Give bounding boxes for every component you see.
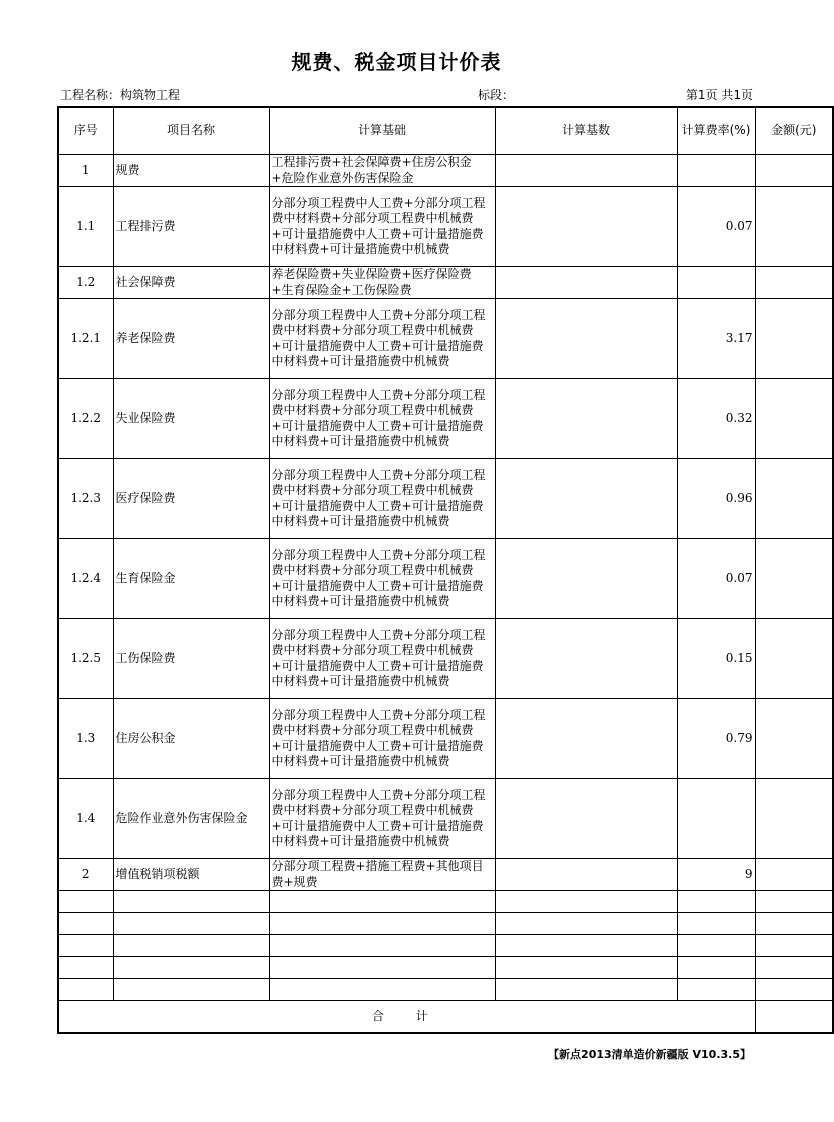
fee-table [57, 106, 834, 1034]
row-basis: 分部分项工程费中人工费+分部分项工程费中材料费+分部分项工程费中机械费+可计量措施费中人工费+可计量措施费中材料费+可计量措施费中机械费 [269, 539, 495, 619]
empty-cell [58, 979, 113, 1001]
row-amount [755, 155, 833, 187]
software-footer: 【新点2013清单造价新疆版 V10.3.5】 [548, 1048, 751, 1061]
table-row [58, 187, 833, 267]
total-amount [755, 1001, 833, 1033]
row-base-amount [495, 779, 677, 859]
empty-cell [58, 935, 113, 957]
empty-row [58, 979, 833, 1001]
empty-cell [113, 891, 269, 913]
empty-cell [677, 913, 755, 935]
header-name: 项目名称 [113, 107, 269, 155]
row-amount [755, 459, 833, 539]
row-amount [755, 539, 833, 619]
row-basis: 工程排污费+社会保障费+住房公积金+危险作业意外伤害保险金 [269, 155, 495, 187]
row-amount [755, 187, 833, 267]
row-basis: 分部分项工程费中人工费+分部分项工程费中材料费+分部分项工程费中机械费+可计量措施费中人工费+可计量措施费中材料费+可计量措施费中机械费 [269, 619, 495, 699]
row-rate [677, 267, 755, 299]
row-basis: 分部分项工程费中人工费+分部分项工程费中材料费+分部分项工程费中机械费+可计量措施费中人工费+可计量措施费中材料费+可计量措施费中机械费 [269, 459, 495, 539]
table-row [58, 459, 833, 539]
table-row [58, 267, 833, 299]
row-base-amount [495, 379, 677, 459]
row-base-amount [495, 859, 677, 891]
empty-cell [495, 979, 677, 1001]
empty-cell [495, 957, 677, 979]
empty-cell [58, 913, 113, 935]
page-title: 规费、税金项目计价表 [291, 50, 502, 74]
row-name: 工程排污费 [113, 187, 269, 267]
row-seq: 1.2.1 [58, 299, 113, 379]
row-basis: 分部分项工程费+措施工程费+其他项目费+规费 [269, 859, 495, 891]
empty-cell [677, 957, 755, 979]
table-row [58, 779, 833, 859]
row-seq: 1.1 [58, 187, 113, 267]
empty-cell [269, 979, 495, 1001]
row-base-amount [495, 619, 677, 699]
row-name: 失业保险费 [113, 379, 269, 459]
row-rate: 3.17 [677, 299, 755, 379]
row-base-amount [495, 155, 677, 187]
row-basis: 分部分项工程费中人工费+分部分项工程费中材料费+分部分项工程费中机械费+可计量措施费中人工费+可计量措施费中材料费+可计量措施费中机械费 [269, 379, 495, 459]
project-name: 工程名称：构筑物工程 [60, 88, 181, 102]
header-rate: 计算费率(%) [677, 107, 755, 155]
empty-cell [113, 935, 269, 957]
row-rate: 0.07 [677, 187, 755, 267]
table-row [58, 379, 833, 459]
empty-row [58, 913, 833, 935]
row-base-amount [495, 539, 677, 619]
empty-cell [495, 891, 677, 913]
empty-cell [755, 935, 833, 957]
row-name: 危险作业意外伤害保险金 [113, 779, 269, 859]
empty-cell [755, 913, 833, 935]
header-amount: 金额(元) [755, 107, 833, 155]
table-header-row [58, 107, 833, 155]
empty-cell [58, 957, 113, 979]
row-basis: 分部分项工程费中人工费+分部分项工程费中材料费+分部分项工程费中机械费+可计量措施费中人工费+可计量措施费中材料费+可计量措施费中机械费 [269, 779, 495, 859]
table-row [58, 539, 833, 619]
empty-cell [113, 957, 269, 979]
row-basis: 分部分项工程费中人工费+分部分项工程费中材料费+分部分项工程费中机械费+可计量措施费中人工费+可计量措施费中材料费+可计量措施费中机械费 [269, 699, 495, 779]
row-seq: 1.2 [58, 267, 113, 299]
row-amount [755, 299, 833, 379]
row-base-amount [495, 267, 677, 299]
header-base-amount: 计算基数 [495, 107, 677, 155]
row-rate: 9 [677, 859, 755, 891]
row-amount [755, 699, 833, 779]
row-basis: 养老保险费+失业保险费+医疗保险费+生育保险金+工伤保险费 [269, 267, 495, 299]
row-rate: 0.96 [677, 459, 755, 539]
empty-cell [269, 935, 495, 957]
row-amount [755, 859, 833, 891]
row-basis: 分部分项工程费中人工费+分部分项工程费中材料费+分部分项工程费中机械费+可计量措施费中人工费+可计量措施费中材料费+可计量措施费中机械费 [269, 299, 495, 379]
empty-cell [269, 957, 495, 979]
empty-cell [755, 957, 833, 979]
row-rate: 0.32 [677, 379, 755, 459]
header-basis: 计算基础 [269, 107, 495, 155]
row-seq: 1 [58, 155, 113, 187]
table-row [58, 299, 833, 379]
table-row [58, 859, 833, 891]
empty-cell [755, 891, 833, 913]
row-basis: 分部分项工程费中人工费+分部分项工程费中材料费+分部分项工程费中机械费+可计量措施费中人工费+可计量措施费中材料费+可计量措施费中机械费 [269, 187, 495, 267]
total-row [58, 1001, 833, 1033]
row-amount [755, 267, 833, 299]
header-seq: 序号 [58, 107, 113, 155]
row-name: 规费 [113, 155, 269, 187]
page-number: 第1页 共1页 [685, 88, 753, 102]
table-row [58, 155, 833, 187]
row-base-amount [495, 459, 677, 539]
empty-row [58, 957, 833, 979]
row-base-amount [495, 299, 677, 379]
row-base-amount [495, 699, 677, 779]
row-name: 住房公积金 [113, 699, 269, 779]
row-rate: 0.07 [677, 539, 755, 619]
row-seq: 1.2.3 [58, 459, 113, 539]
empty-cell [495, 935, 677, 957]
empty-row [58, 935, 833, 957]
empty-cell [113, 979, 269, 1001]
row-name: 工伤保险费 [113, 619, 269, 699]
row-name: 社会保障费 [113, 267, 269, 299]
row-amount [755, 779, 833, 859]
row-seq: 1.3 [58, 699, 113, 779]
total-label: 合 计 [58, 1001, 755, 1033]
row-seq: 1.4 [58, 779, 113, 859]
row-rate [677, 155, 755, 187]
empty-cell [113, 913, 269, 935]
empty-cell [755, 979, 833, 1001]
empty-cell [495, 913, 677, 935]
row-rate: 0.15 [677, 619, 755, 699]
row-rate: 0.79 [677, 699, 755, 779]
row-rate [677, 779, 755, 859]
table-body [58, 155, 833, 891]
row-seq: 2 [58, 859, 113, 891]
empty-rows [58, 891, 833, 1001]
row-base-amount [495, 187, 677, 267]
table-row [58, 619, 833, 699]
section-label: 标段： [478, 88, 515, 102]
empty-cell [269, 913, 495, 935]
row-seq: 1.2.5 [58, 619, 113, 699]
row-seq: 1.2.4 [58, 539, 113, 619]
row-name: 医疗保险费 [113, 459, 269, 539]
table-row [58, 699, 833, 779]
empty-row [58, 891, 833, 913]
row-amount [755, 379, 833, 459]
empty-cell [58, 891, 113, 913]
empty-cell [269, 891, 495, 913]
row-seq: 1.2.2 [58, 379, 113, 459]
empty-cell [677, 891, 755, 913]
empty-cell [677, 935, 755, 957]
row-amount [755, 619, 833, 699]
row-name: 生育保险金 [113, 539, 269, 619]
row-name: 养老保险费 [113, 299, 269, 379]
row-name: 增值税销项税额 [113, 859, 269, 891]
empty-cell [677, 979, 755, 1001]
